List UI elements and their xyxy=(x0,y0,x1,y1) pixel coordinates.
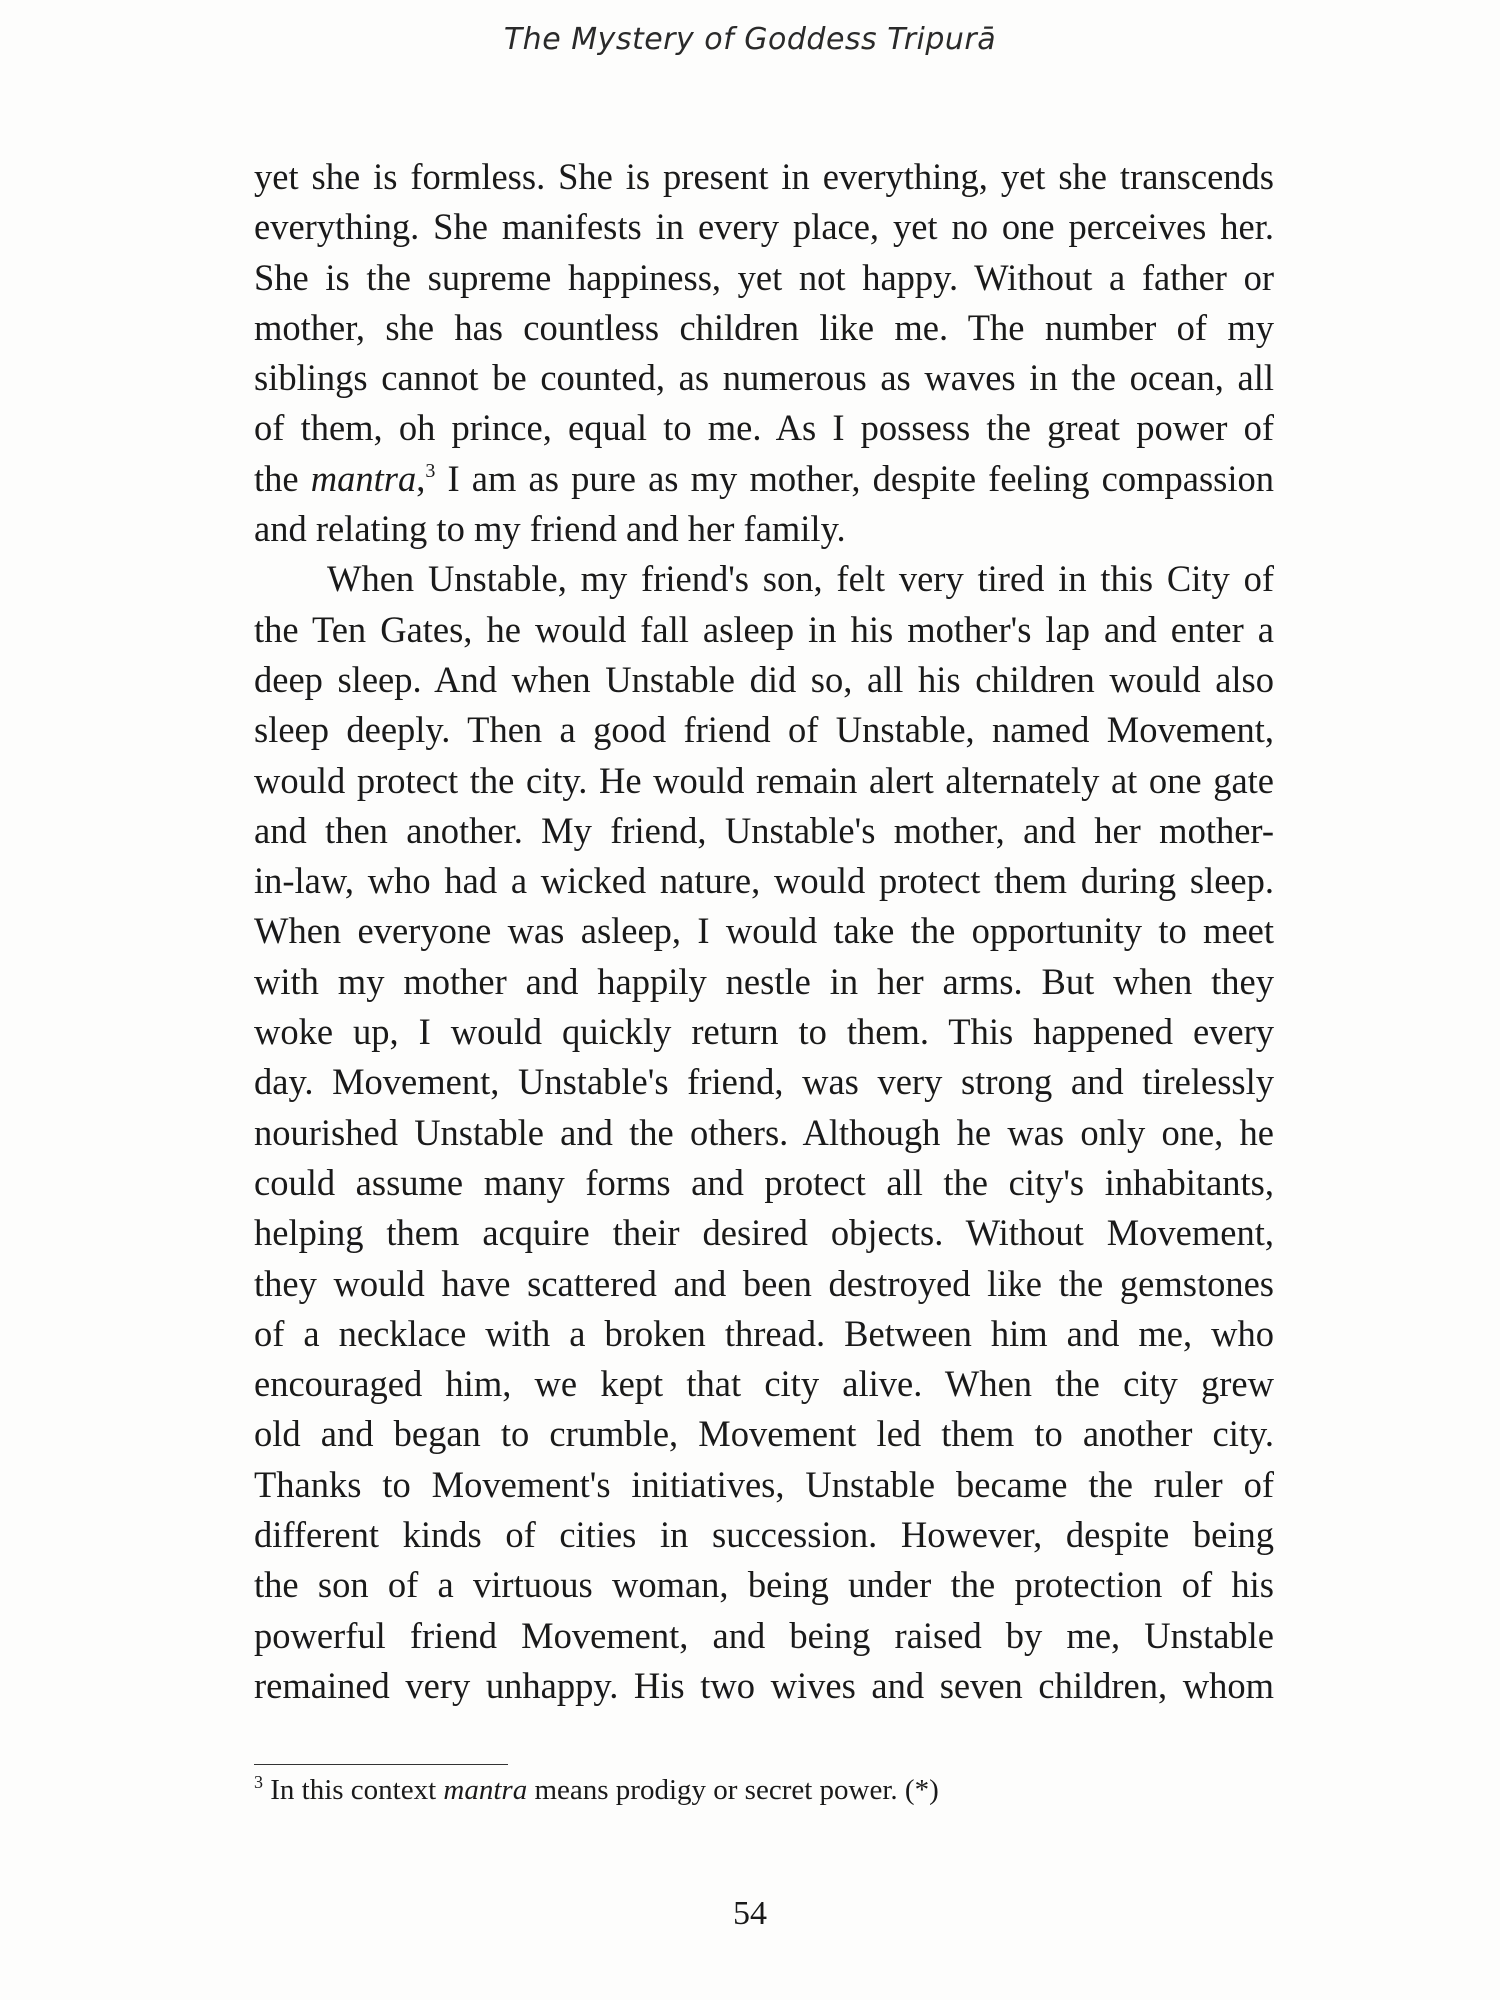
text-line: in-law, who had a wicked nature, would protect them during sleep. xyxy=(254,860,1274,902)
text-line: woke up, I would quickly return to them. This happened every xyxy=(254,1011,1274,1053)
page-number: 54 xyxy=(733,1895,767,1932)
footnote-text-pre: In this context xyxy=(263,1774,444,1806)
text-line xyxy=(254,454,1274,504)
running-head: The Mystery of Goddess Tripurā xyxy=(503,22,997,57)
text-line: the Ten Gates, he would fall asleep in his mother's lap and enter a xyxy=(254,608,1274,650)
text-line: and then another. My friend, Unstable's mother, and her mother- xyxy=(254,809,1274,851)
text-line: mother, she has countless children like me. The number of my xyxy=(254,306,1274,348)
text-line: would protect the city. He would remain alert alternately at one gate xyxy=(254,759,1274,801)
text-line: could assume many forms and protect all the city's inhabitants, xyxy=(254,1161,1274,1203)
text-line: and relating to my friend and her family. xyxy=(254,508,846,550)
text-line: siblings cannot be counted, as numerous as waves in the ocean, all xyxy=(254,357,1274,399)
text-line: yet she is formless. She is present in everything, yet she transcends xyxy=(254,156,1274,197)
text-run: the xyxy=(254,457,311,499)
text-line: remained very unhappy. His two wives and seven children, whom xyxy=(254,1664,1274,1706)
footnote-reference: 3 xyxy=(425,459,436,482)
text-line: old and began to crumble, Movement led them to another city. xyxy=(254,1413,1274,1455)
text-line: nourished Unstable and the others. Although he was only one, he xyxy=(254,1111,1274,1153)
footnote xyxy=(254,1770,1254,1810)
footnote-emphasis: mantra xyxy=(443,1774,528,1806)
text-line: they would have scattered and been destroyed like the gemstones xyxy=(254,1262,1274,1304)
text-line: of a necklace with a broken thread. Between him and me, who xyxy=(254,1312,1274,1354)
paragraph-2 xyxy=(254,554,1274,1711)
text-line: day. Movement, Unstable's friend, was very strong and tirelessly xyxy=(254,1061,1274,1103)
text-line: When Unstable, my friend's son, felt very tired in this City of xyxy=(327,558,1274,600)
paragraph-1 xyxy=(254,152,1274,554)
text-run: , xyxy=(416,457,426,499)
text-line: with my mother and happily nestle in her arms. But when they xyxy=(254,960,1274,1002)
text-line: helping them acquire their desired objects. Without Movement, xyxy=(254,1212,1274,1254)
text-line: of them, oh prince, equal to me. As I possess the great power of xyxy=(254,407,1274,449)
footnote-text-post: means prodigy or secret power. (*) xyxy=(527,1774,939,1806)
text-line: different kinds of cities in succession. However, despite being xyxy=(254,1514,1274,1556)
emphasis: mantra xyxy=(310,457,417,499)
text-line: When everyone was asleep, I would take the opportunity to meet xyxy=(254,910,1274,952)
text-line: sleep deeply. Then a good friend of Unstable, named Movement, xyxy=(254,709,1274,751)
text-line: everything. She manifests in every place, yet no one perceives her. xyxy=(254,206,1274,248)
text-run: I am as pure as my mother, despite feeling compassion xyxy=(435,457,1274,499)
body-text xyxy=(254,152,1274,1711)
text-line: encouraged him, we kept that city alive. When the city grew xyxy=(254,1363,1274,1405)
footnote-rule xyxy=(254,1764,508,1765)
footnote-marker: 3 xyxy=(254,1772,263,1792)
text-line: Thanks to Movement's initiatives, Unstable became the ruler of xyxy=(254,1463,1274,1505)
text-line: deep sleep. And when Unstable did so, all his children would also xyxy=(254,658,1274,700)
text-line: powerful friend Movement, and being raised by me, Unstable xyxy=(254,1614,1274,1656)
text-line: She is the supreme happiness, yet not happy. Without a father or xyxy=(254,256,1274,298)
text-line: the son of a virtuous woman, being under the protection of his xyxy=(254,1564,1274,1606)
